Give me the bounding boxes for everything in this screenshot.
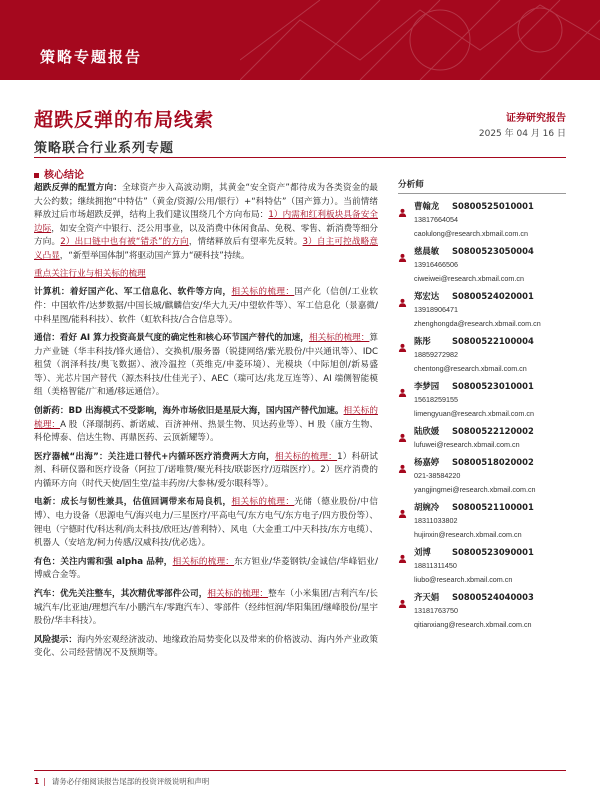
sector-body: A 股（泽璟制药、新诺威、百济神州、热景生物、贝达药业等）、H 股（康方生物、科伦博泰、信达生物、再鼎医药、云顶新耀等）。 <box>34 419 378 444</box>
person-icon <box>398 548 407 557</box>
sector-body: 东方钽业/华菱钢铁/金诚信/华峰铝业/博威合金等。 <box>34 556 378 581</box>
banner-watermark-pattern <box>240 0 600 80</box>
analyst-phone: 13916466506 <box>414 260 458 269</box>
related-stocks-tag: 相关标的梳理： <box>274 451 338 462</box>
analyst-sidebar <box>398 178 566 635</box>
allocation-direction-1: 1）内需和红利板块具备安全边际 <box>34 210 378 234</box>
analyst-list <box>398 199 566 632</box>
analyst-certificate: S0800521100001 <box>452 502 534 512</box>
sector-paragraph-nonferrous <box>34 556 378 583</box>
sector-body: 整车（小米集团/吉利汽车/长城汽车/比亚迪/理想汽车/小鹏汽车/零跑汽车）、零部件（经纬恒润/华阳集团/继峰股份/星宇股份/华丰科技）。 <box>34 588 378 627</box>
analyst-certificate: S0800522120002 <box>452 426 534 436</box>
analyst-name: 李梦园 <box>414 381 440 391</box>
allocation-body-3: ，情绪释放后有望率先反转。 <box>188 237 303 248</box>
allocation-paragraph <box>34 182 378 263</box>
main-content <box>34 182 378 762</box>
footer-disclaimer: 请务必仔细阅读报告尾部的投资评级说明和声明 <box>51 777 210 786</box>
analyst-name-row <box>398 424 566 438</box>
core-conclusion-label: 核心结论 <box>44 170 84 181</box>
sector-body: 国产化（信创/工业软件：中国软件/达梦数据/中国长城/麒麟信安/华大九天/中望软件等）、军工信息化（景嘉微/中科星图/能科科技）、软件（虹软科技/合合信息等）。 <box>34 287 378 325</box>
report-type-label: 证券研究报告 <box>506 113 566 124</box>
person-icon <box>398 503 407 512</box>
analyst-name-row <box>398 334 566 348</box>
person-icon <box>398 458 407 467</box>
analyst-certificate: S0800524020001 <box>452 291 534 301</box>
related-stocks-tag: 相关标的梳理： <box>231 497 295 508</box>
person-icon <box>398 382 407 391</box>
allocation-direction-3: 3）自主可控战略意义凸显 <box>34 237 378 261</box>
sector-body: 光储（德业股份/中信博）、电力设备（思源电气/海兴电力/三星医疗/平高电气/东方电气/东方电子/四方股份等）、锂电（宁德时代/科达利/尚太科技/欣旺达/普利特）、风电（大金重工/中天科技/东方电缆）、机器人（安培龙/柯力传感/汉威科技/优必选）。 <box>34 497 378 549</box>
analyst-entry <box>398 424 566 452</box>
analyst-entry <box>398 289 566 331</box>
analyst-email[interactable]: yangjingmei@research.xbmail.com.cn <box>414 485 536 494</box>
core-conclusion-heading <box>34 166 84 181</box>
analyst-certificate: S0800523090001 <box>452 547 534 557</box>
analyst-name: 郑宏达 <box>414 291 440 301</box>
related-stocks-tag: 相关标的梳理： <box>231 287 295 298</box>
person-icon <box>398 337 407 346</box>
title-divider <box>34 157 566 158</box>
person-icon <box>398 593 407 602</box>
analyst-email[interactable]: chentong@research.xbmail.com.cn <box>414 364 527 373</box>
allocation-body-1: 全球资产步入高波动期，其黄金“安全资产”都待成为各类资金的最大公约数；继续拥抱“中特估”（黄金/资源/公用/银行）+“科特估”（国产算力）。当前情绪释放过后市场超跌反弹，结构上我们建议围绕几个方向布局： <box>34 183 378 221</box>
analyst-name: 刘博 <box>414 547 431 557</box>
sector-lead: 电新：成长与韧性兼具，估值回调带来布局良机， <box>34 497 232 508</box>
related-stocks-tag: 相关标的梳理： <box>308 333 370 344</box>
analyst-phone: 18311033802 <box>414 516 458 525</box>
sector-paragraph-innovative-drugs <box>34 405 378 446</box>
analyst-email[interactable]: zhenghongda@research.xbmail.com.cn <box>414 319 541 328</box>
allocation-body-4: ，“新型举国体制”将驱动国产算力“硬科技”持续。 <box>59 250 250 261</box>
risk-warning <box>34 634 378 661</box>
related-stocks-tag: 相关标的梳理： <box>34 405 378 430</box>
analyst-phone: 18859272982 <box>414 350 458 359</box>
analyst-email[interactable]: liubo@research.xbmail.com.cn <box>414 575 513 584</box>
analyst-entry <box>398 545 566 587</box>
sector-lead: 有色：关注内需和强 alpha 品种， <box>34 556 173 567</box>
analyst-name-row <box>398 199 566 213</box>
document-title: 超跌反弹的布局线索 <box>34 109 215 131</box>
analyst-email[interactable]: caolulong@research.xbmail.com.cn <box>414 229 528 238</box>
analyst-entry <box>398 590 566 632</box>
sector-paragraph-telecom <box>34 332 378 400</box>
analyst-entry <box>398 455 566 497</box>
sector-paragraph-computer <box>34 286 378 327</box>
document-subtitle: 策略联合行业系列专题 <box>34 141 175 156</box>
person-icon <box>398 292 407 301</box>
sector-lead: 汽车：优先关注整车，其次精优零部件公司， <box>34 588 208 599</box>
analyst-phone: 13817664054 <box>414 215 458 224</box>
sector-body: 1）科研试剂、科研仪器和医疗设备（阿拉丁/诺唯赞/聚光科技/联影医疗/迈瑞医疗）。2）医疗消费的内循环方向（时代天使/固生堂/益丰药房/大参林/爱尔眼科等）。 <box>34 451 378 489</box>
risk-lead: 风险提示： <box>34 634 77 645</box>
analyst-entry <box>398 500 566 542</box>
analyst-entry <box>398 199 566 241</box>
sector-body: 算力产业链（华丰科技/锋火通信）、交换机/服务器（锐捷网络/紫光股份/中兴通讯等）、IDC 租赁（润泽科技/奥飞数据）、液冷温控（英维克/申菱环境）、光模块（中际旭创/新易盛等）、光芯片国产替代（源杰科技/仕佳光子）、AEC（瑞可达/兆龙互连等）、AI 端侧智能模组（美格智能/广和通/移远通信）。 <box>34 333 378 398</box>
allocation-body-2: ，如安全资产中银行、泛公用事业，以及消费中休闲食品、免税、零售、新消费等细分方向。 <box>34 223 378 248</box>
analyst-name: 齐天娟 <box>414 592 440 602</box>
analyst-email[interactable]: ciweiwei@research.xbmail.com.cn <box>414 274 524 283</box>
sector-paragraph-power-new-energy <box>34 496 378 550</box>
analyst-entry <box>398 379 566 421</box>
report-date: 2025 年 04 月 16 日 <box>478 129 566 139</box>
sector-lead: 创新药：BD 出海模式不受影响，海外市场依旧是星辰大海，国内国产替代加速。 <box>34 405 344 416</box>
footer <box>34 776 209 787</box>
analyst-phone: 15618259155 <box>414 395 458 404</box>
analyst-certificate: S0800522100004 <box>452 336 534 346</box>
analyst-name-row <box>398 244 566 258</box>
analyst-name-row <box>398 545 566 559</box>
analyst-phone: 18811311450 <box>414 561 457 570</box>
analyst-name: 胡婉冷 <box>414 502 440 512</box>
page-number: 1 <box>34 777 40 786</box>
person-icon <box>398 202 407 211</box>
allocation-direction-2: 2）出口链中也有被“错杀”的方向 <box>60 237 189 248</box>
related-stocks-tag: 相关标的梳理： <box>172 556 235 567</box>
sector-lead: 通信：看好 AI 算力投资高景气度的确定性和核心环节国产替代的加速， <box>34 333 309 344</box>
allocation-lead: 超跌反弹的配置方向： <box>34 183 123 193</box>
analyst-email[interactable]: limengyuan@research.xbmail.com.cn <box>414 409 534 418</box>
analyst-entry <box>398 244 566 286</box>
sector-paragraph-auto <box>34 588 378 629</box>
analyst-phone: 13181763750 <box>414 606 458 615</box>
person-icon <box>398 247 407 256</box>
analyst-name: 陆欣媛 <box>414 426 440 436</box>
analyst-name-row <box>398 289 566 303</box>
analyst-phone: 021-38584220 <box>414 471 461 480</box>
analyst-email[interactable]: qitianxiang@research.xbmail.com.cn <box>414 620 532 629</box>
person-icon <box>398 427 407 436</box>
analyst-email[interactable]: lufuwei@research.xbmail.com.cn <box>414 440 520 449</box>
analyst-name-row <box>398 455 566 469</box>
analyst-name: 慈晨敏 <box>414 246 440 256</box>
square-bullet-icon <box>34 173 39 178</box>
analyst-name-row <box>398 379 566 393</box>
analyst-entry <box>398 334 566 376</box>
sector-paragraph-medical-devices <box>34 451 378 492</box>
footer-separator: | <box>43 777 46 786</box>
analyst-name: 曹翰龙 <box>414 201 440 211</box>
analyst-name: 杨嘉婷 <box>414 457 440 467</box>
analyst-certificate: S0800518020002 <box>452 457 534 467</box>
analyst-email[interactable]: hujinxin@research.xbmail.com.cn <box>414 530 522 539</box>
risk-body: 海内外宏观经济波动、地缘政治局势变化以及带来的价格波动、海内外产业政策变化、公司经营情况不及预期等。 <box>34 634 378 659</box>
analyst-heading: 分析师 <box>398 178 566 194</box>
sector-lead: 计算机：着好国产化、军工信息化、软件等方向， <box>34 287 232 298</box>
analyst-phone: 13918906471 <box>414 305 458 314</box>
analyst-certificate: S0800524040003 <box>452 592 534 602</box>
analyst-certificate: S0800523050004 <box>452 246 534 256</box>
section-heading: 重点关注行业与相关标的梳理 <box>34 269 146 280</box>
analyst-name-row <box>398 590 566 604</box>
report-series-title: 策略专题报告 <box>40 48 143 66</box>
analyst-certificate: S0800525010001 <box>452 201 534 211</box>
sector-lead: 医疗器械“出海”：关注进口替代+内循环医疗消费两大方向， <box>34 451 275 462</box>
analyst-name-row <box>398 500 566 514</box>
related-stocks-tag: 相关标的梳理： <box>207 588 269 599</box>
header-banner <box>0 0 600 80</box>
analyst-name: 陈彤 <box>414 336 431 346</box>
analyst-certificate: S0800523010001 <box>452 381 534 391</box>
footer-divider <box>34 770 566 771</box>
